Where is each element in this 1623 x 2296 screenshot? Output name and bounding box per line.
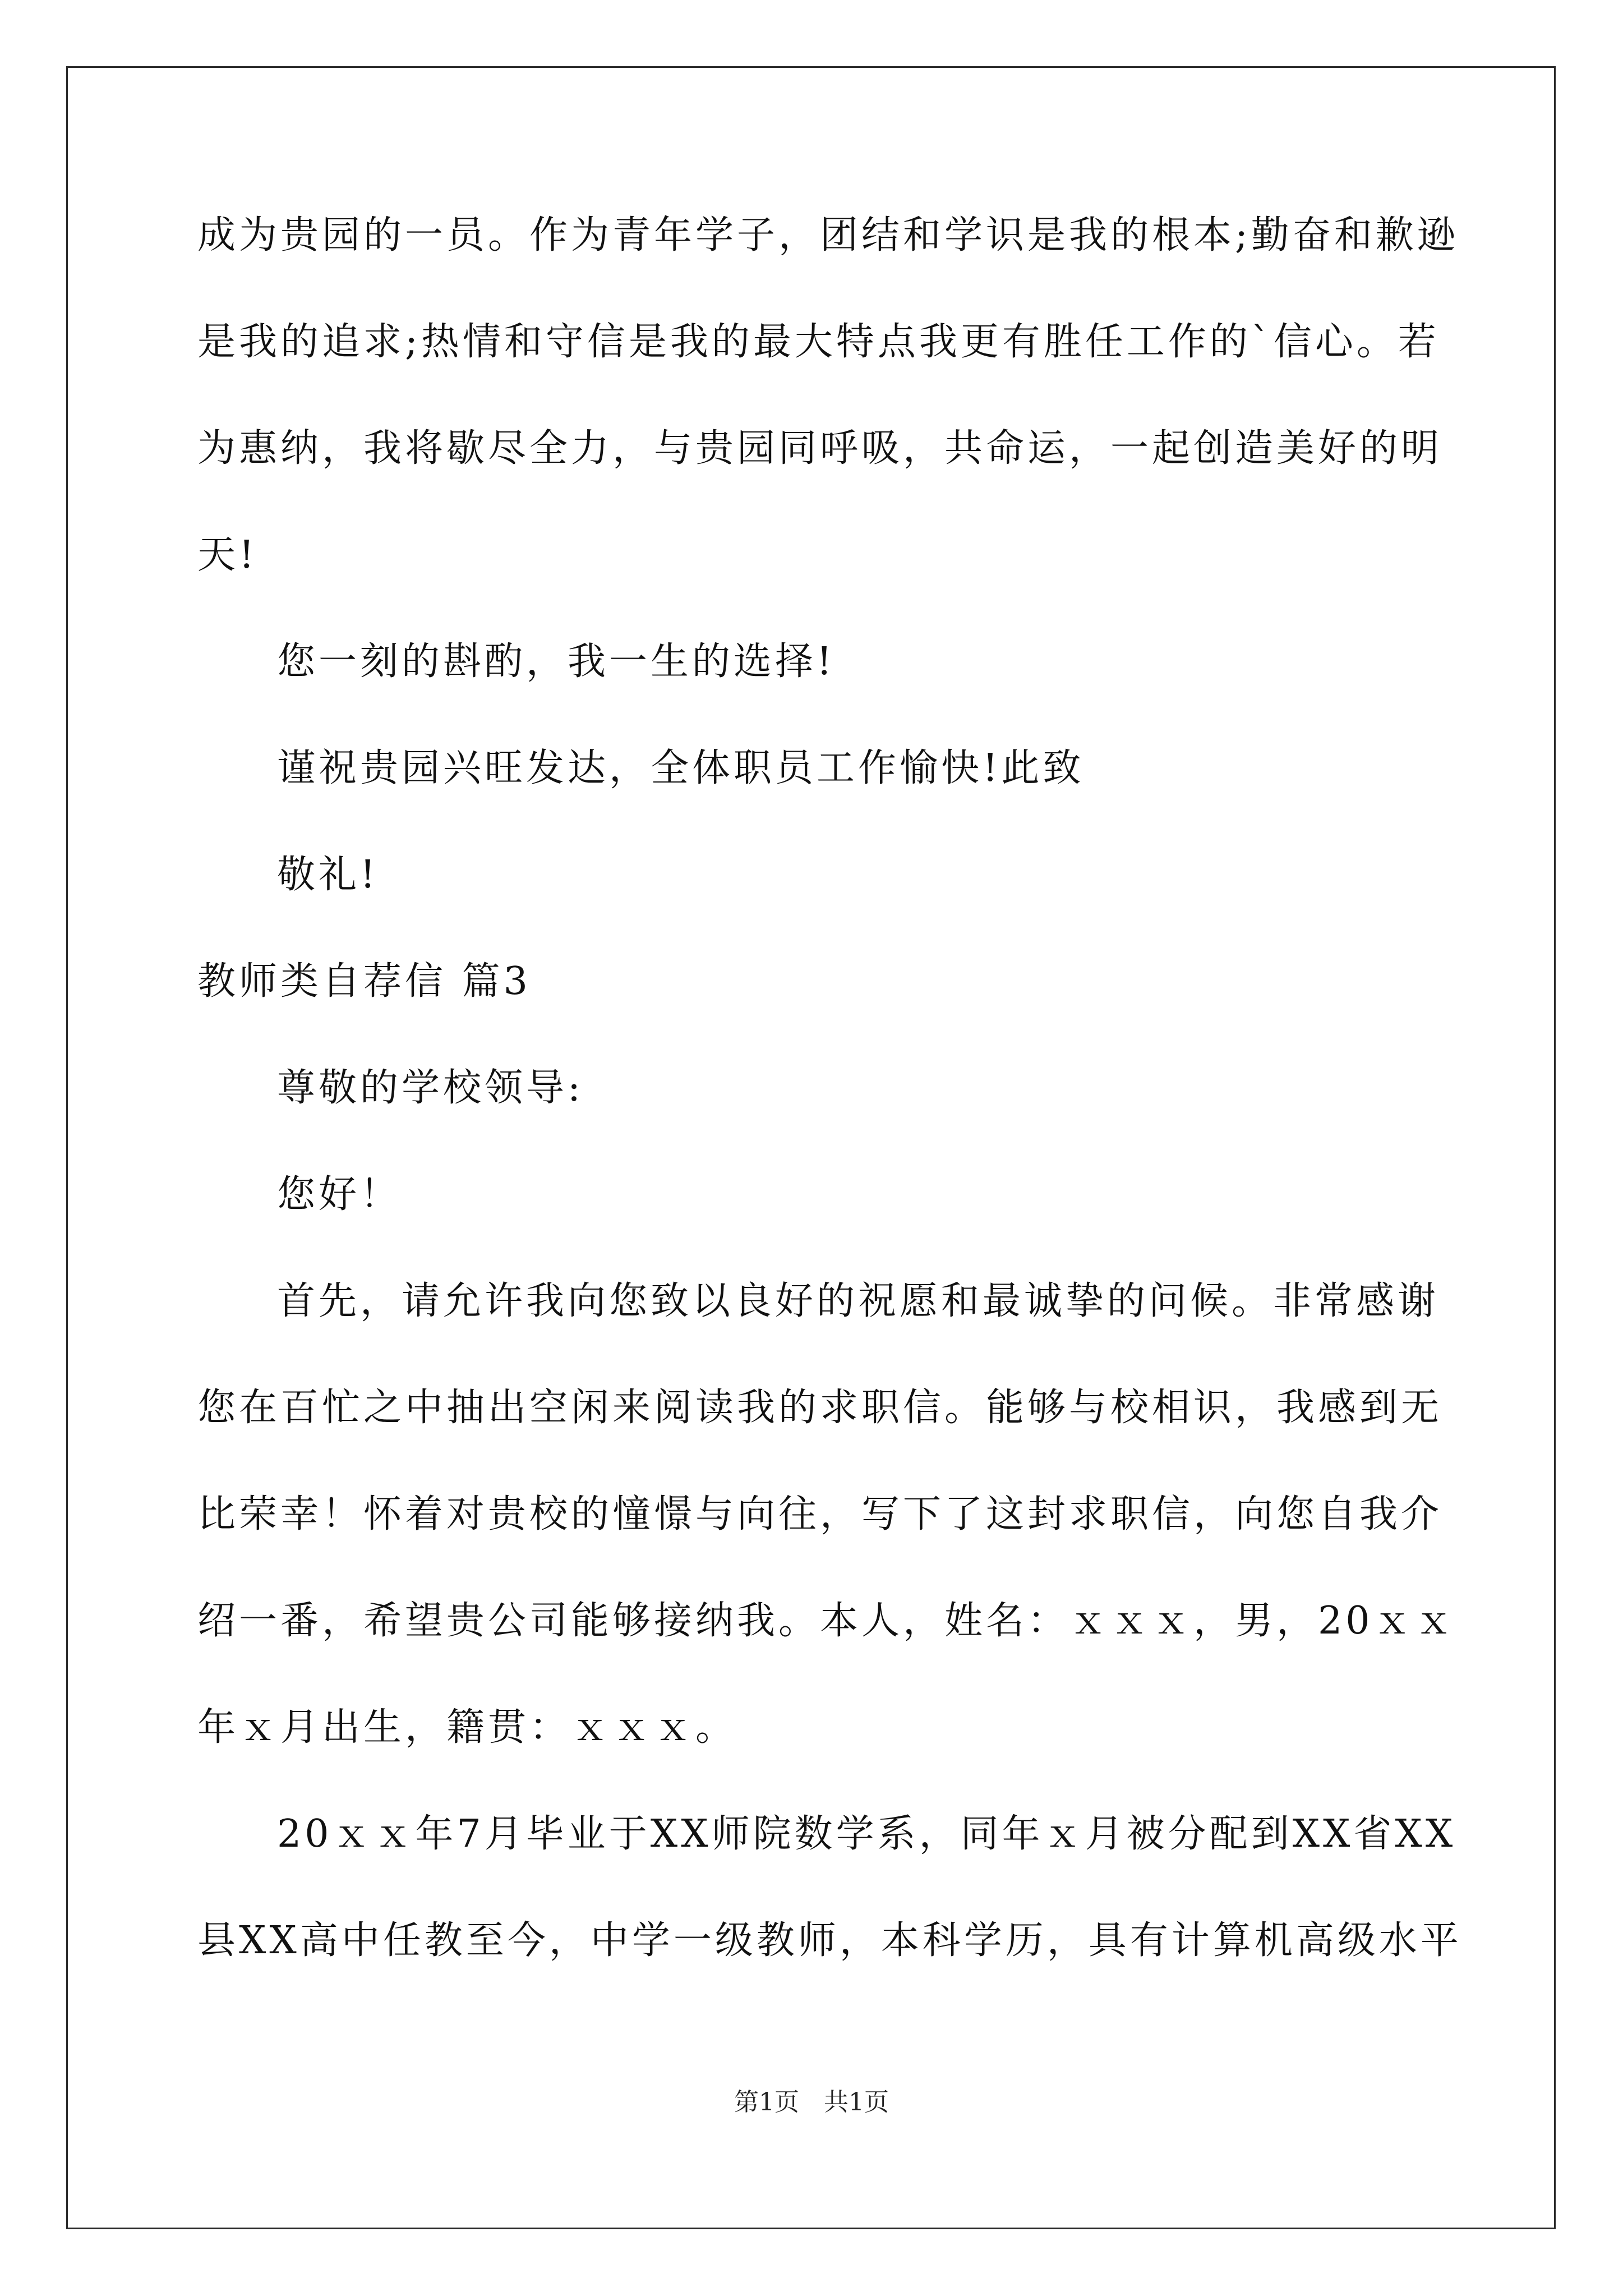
salutation: 尊敬的学校领导: [277, 1066, 584, 1110]
text-line: 县XX高中任教至今，中学一级教师，本科学历，具有计算机高级水平 [197, 1918, 1462, 1963]
text-line: 天! [197, 533, 258, 577]
text-line: 敬礼! [277, 853, 379, 897]
text-line: 20ｘｘ年7月毕业于XX师院数学系，同年ｘ月被分配到XX省XX [277, 1812, 1456, 1856]
section-heading: 教师类自荐信 篇3 [197, 959, 531, 1004]
text-line: 为惠纳，我将歇尽全力，与贵园同呼吸，共命运，一起创造美好的明 [197, 426, 1443, 471]
greeting: 您好！ [277, 1172, 402, 1217]
text-line: 年ｘ月出生，籍贯：ｘｘｘ。 [197, 1705, 737, 1750]
text-line: 比荣幸！怀着对贵校的憧憬与向往，写下了这封求职信，向您自我介 [197, 1492, 1443, 1536]
text-line: 成为贵园的一员。作为青年学子，团结和学识是我的根本;勤奋和歉逊 [197, 213, 1459, 257]
text-line: 您在百忙之中抽出空闲来阅读我的求职信。能够与校相识，我感到无 [197, 1386, 1443, 1430]
text-line: 绍一番，希望贵公司能够接纳我。本人，姓名：ｘｘｘ，男，20ｘｘ [197, 1599, 1456, 1643]
document-body [197, 213, 1462, 2025]
text-line: 谨祝贵园兴旺发达，全体职员工作愉快!此致 [277, 746, 1085, 790]
text-line: 是我的追求;热情和守信是我的最大特点我更有胜任工作的`信心。若 [197, 320, 1440, 364]
text-line: 首先，请允许我向您致以良好的祝愿和最诚挚的问候。非常感谢 [277, 1279, 1440, 1323]
text-line: 您一刻的斟酌，我一生的选择! [277, 639, 836, 684]
page-number-footer: 第1页 共1页 [734, 2088, 889, 2116]
